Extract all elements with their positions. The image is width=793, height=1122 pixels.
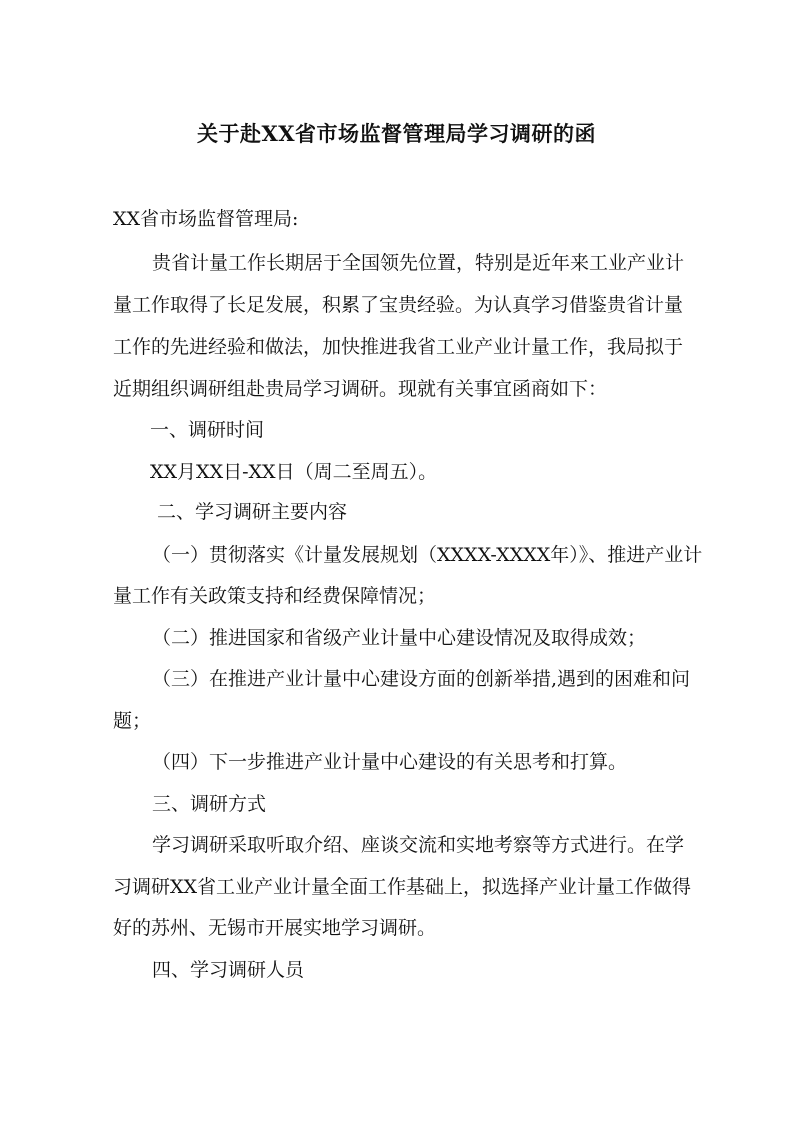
section-2-item-1-line-1: （一）贯彻落实《计量发展规划（XXXX-XXXX年）》、推进产业计 — [152, 544, 703, 566]
section-3-line-2: 习调研XX省工业产业计量全面工作基础上，拟选择产业计量工作做得 — [113, 876, 692, 898]
section-2-item-1-line-2: 量工作有关政策支持和经费保障情况； — [113, 585, 437, 607]
section-2-item-4: （四）下一步推进产业计量中心建设的有关思考和打算。 — [152, 751, 628, 773]
section-2-item-3-line-1: （三）在推进产业计量中心建设方面的创新举措,遇到的困难和问 — [152, 668, 691, 690]
document-title: 关于赴XX省市场监督管理局学习调研的函 — [196, 121, 597, 146]
section-2-item-2: （二）推进国家和省级产业计量中心建设情况及取得成效； — [152, 627, 647, 649]
section-1-text: XX月XX日-XX日（周二至周五）。 — [150, 461, 438, 483]
intro-line-4: 近期组织调研组赴贵局学习调研。现就有关事宜函商如下： — [113, 378, 608, 400]
section-2-item-3-line-2: 题； — [113, 710, 152, 732]
salutation: XX省市场监督管理局: — [113, 208, 299, 230]
section-1-heading: 一、调研时间 — [150, 419, 265, 441]
intro-line-2: 量工作取得了长足发展，积累了宝贵经验。为认真学习借鉴贵省计量 — [113, 294, 684, 316]
section-3-line-3: 好的苏州、无锡市开展实地学习调研。 — [113, 917, 437, 939]
intro-line-3: 工作的先进经验和做法，加快推进我省工业产业计量工作，我局拟于 — [113, 336, 684, 358]
section-3-heading: 三、调研方式 — [152, 793, 267, 815]
section-4-heading: 四、学习调研人员 — [152, 959, 305, 981]
section-3-line-1: 学习调研采取听取介绍、座谈交流和实地考察等方式进行。在学 — [152, 834, 685, 856]
intro-line-1: 贵省计量工作长期居于全国领先位置，特别是近年来工业产业计 — [152, 252, 685, 274]
section-2-heading: 二、学习调研主要内容 — [157, 501, 348, 523]
